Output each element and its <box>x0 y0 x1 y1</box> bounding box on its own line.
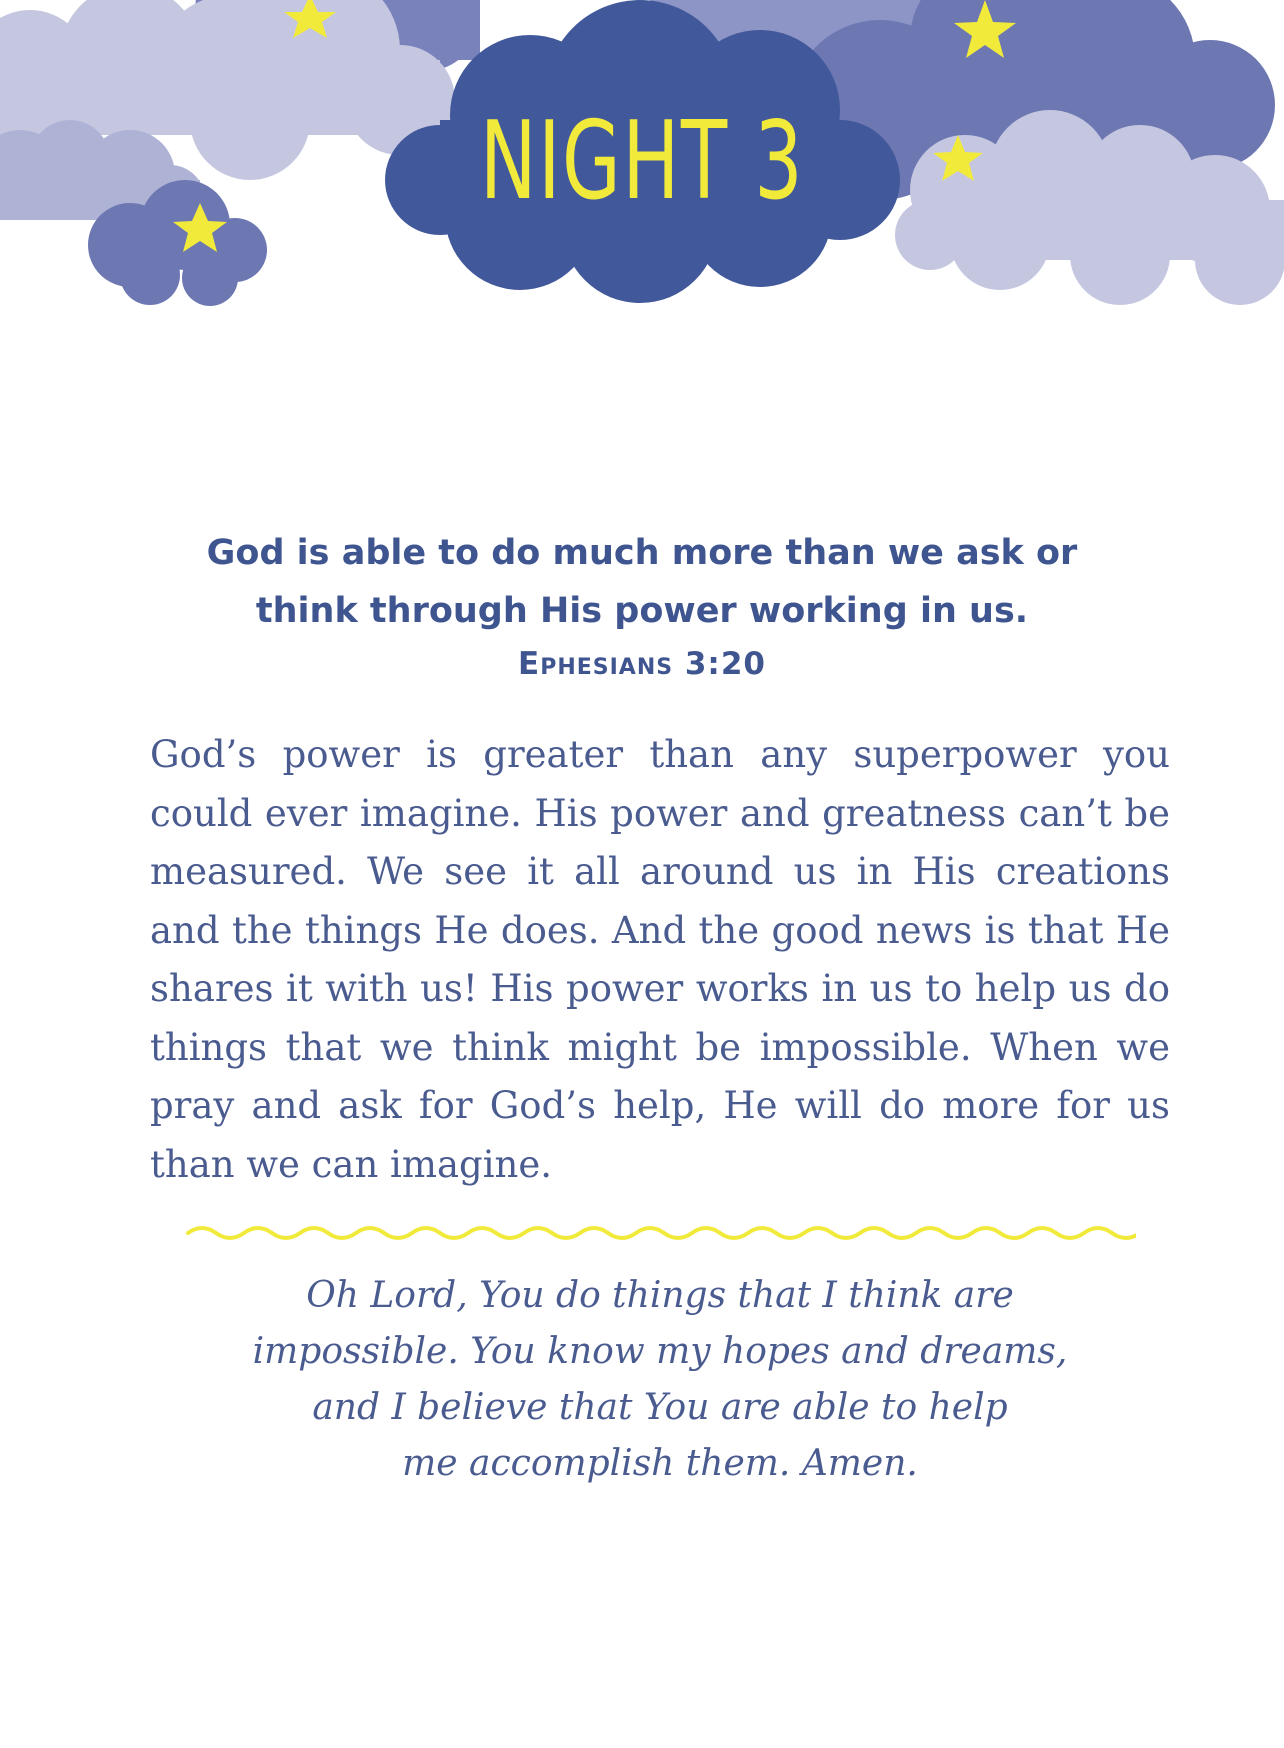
prayer-line: me accomplish them. Amen. <box>402 1443 918 1484</box>
verse-text: God is able to do much more than we ask or think through His power working in us. <box>206 533 1078 631</box>
verse-reference: Ephesians 3:20 <box>518 646 766 682</box>
page-title: NIGHT 3 <box>479 99 805 224</box>
prayer-line: and I believe that You are able to help <box>312 1387 1008 1428</box>
prayer <box>150 1268 1170 1492</box>
prayer-line: impossible. You know my hopes and dreams, <box>252 1331 1068 1372</box>
wavy-divider <box>186 1218 1136 1248</box>
devotional-paragraph: God’s power is greater than any superpower you could ever imagine. His power and greatness can’t be measured. We see it all around us in His creations and the things He does. And the good news is that He shares it with us! His power works in us to help us do things that we think might be impossible. When we pray and ask for God’s help, He will do more for us than we can imagine. <box>150 733 1170 1186</box>
prayer-line: Oh Lord, You do things that I think are <box>306 1275 1014 1316</box>
scripture-verse <box>200 524 1084 684</box>
